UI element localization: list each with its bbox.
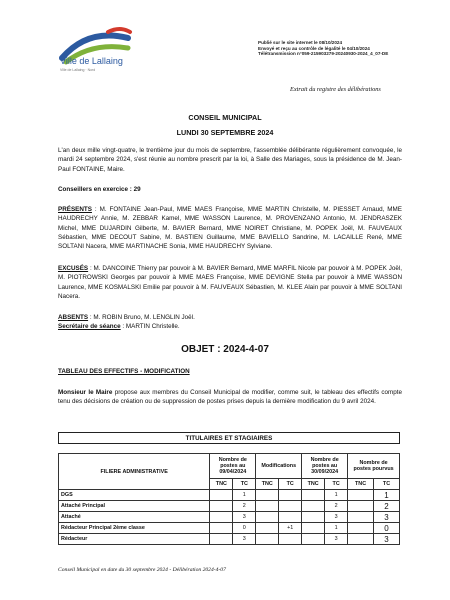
table-row <box>59 512 400 523</box>
cell-m-tnc <box>256 512 279 523</box>
cell-b-tc: 1 <box>325 490 348 501</box>
cell-m-tc <box>279 534 302 545</box>
conseil-title: CONSEIL MUNICIPAL <box>188 113 262 122</box>
cell-a-tnc <box>210 523 233 534</box>
extrait-registre: Extrait du registre des délibérations <box>290 86 381 93</box>
cell-b-tnc <box>302 512 325 523</box>
row-label: Attaché Principal <box>59 501 210 512</box>
body-lead: Monsieur le Maire <box>58 389 113 396</box>
cell-m-tc <box>279 501 302 512</box>
cell-p-tc: 3 <box>374 534 400 545</box>
th-tnc: TNC <box>210 479 233 490</box>
intro-paragraph: L'an deux mille vingt-quatre, le trentième jour du mois de septembre, l'assemblée délibérante régulièrement convoquée, le mardi 24 septembre 2024, s'est réunie au nombre prescrit par la loi, à Salle des Mariages, sous la présidence de M. Jean-Paul FONTAINE, Maire. <box>58 147 402 173</box>
conseillers-value: 29 <box>133 186 141 193</box>
absents-line <box>58 313 402 322</box>
presents-text: : M. FONTAINE Jean-Paul, MME MAES Françoise, MME MARTIN Christelle, M. PIESSET Arnaud, MME HAUDRECHY Annie, M. ZEBBAR Kamel, MME WASSON Laurence, M. PROVENZANO Antonio, M. JENDRASZEK Michel, MME DUJARDIN Gilberte, M. BAVIER Bernard, MME NOIRET Christiane, M. POPEK Joël, M. FAUVEAUX Sébastien, MME DECOUT Sabine, M. BASTIEN Guillaume, MME BAVIELLO Sandrine, M. LACAILLE René, MME SOLTANI Nacera, MME MARTINACHE Sonia, MME HAUDRECHY Sylviane. <box>58 206 402 251</box>
cell-b-tc: 2 <box>325 501 348 512</box>
table-row <box>59 523 400 534</box>
cell-p-tnc <box>348 512 374 523</box>
cell-p-tnc <box>348 501 374 512</box>
cell-b-tnc <box>302 523 325 534</box>
pub-line-2: Envoyé et reçu au contrôle de légalité le 04/10/2024 <box>258 45 370 51</box>
excuses-text: : M. DANCOINE Thierry par pouvoir à M. BAVIER Bernard, MME MARFIL Nicole par pouvoir à M. POPEK Joël, M. PIOTROWSKI Georges par pouvoir à MME MAES Françoise, MME DEVIGNE Stella par pouvoir à MME WASSON Laurence, MME KOSMALSKI Emilie par pouvoir à M. FAUVEAUX Sébastien, M. KLEE Alain par pouvoir à MME SOLTANI Nacera. <box>58 265 402 300</box>
effectifs-table <box>58 453 400 545</box>
pub-line-3: Télétransmission n°059-215903279-20240930-2024_4_07-DE <box>258 51 389 57</box>
cell-p-tnc <box>348 523 374 534</box>
table-row <box>59 490 400 501</box>
cell-m-tc <box>279 490 302 501</box>
cell-m-tc: +1 <box>279 523 302 534</box>
pub-line-1: Publié sur le site internet le 08/10/2024 <box>258 40 343 45</box>
th-tc: TC <box>233 479 256 490</box>
row-label: Attaché <box>59 512 210 523</box>
cell-b-tc: 3 <box>325 512 348 523</box>
col-pourvus: Nombre de postes pourvus <box>348 454 400 479</box>
cell-m-tc <box>279 512 302 523</box>
cell-b-tc: 1 <box>325 523 348 534</box>
cell-p-tnc <box>348 490 374 501</box>
presents-paragraph <box>58 205 402 251</box>
cell-b-tnc <box>302 490 325 501</box>
cell-a-tnc <box>210 512 233 523</box>
secretaire-text: : MARTIN Christelle. <box>120 323 180 330</box>
cell-p-tc: 0 <box>374 523 400 534</box>
cell-a-tnc <box>210 534 233 545</box>
cell-a-tc: 1 <box>233 490 256 501</box>
cell-a-tc: 3 <box>233 534 256 545</box>
footer-text: Conseil Municipal en date du 30 septembre 2024 - Délibération 2024-4-07 <box>58 567 226 573</box>
cell-a-tnc <box>210 490 233 501</box>
th-tc: TC <box>325 479 348 490</box>
cell-p-tc: 1 <box>374 490 400 501</box>
logo-subtitle: Ville de Lallaing · Nord <box>60 68 96 72</box>
objet-title: OBJET : 2024-4-07 <box>181 344 269 355</box>
cell-m-tnc <box>256 523 279 534</box>
cell-a-tc: 3 <box>233 512 256 523</box>
cell-a-tnc <box>210 501 233 512</box>
logo-text: Ville de Lallaing <box>60 56 123 66</box>
cell-b-tnc <box>302 534 325 545</box>
excuses-paragraph <box>58 264 402 301</box>
table-row <box>59 501 400 512</box>
th-tc: TC <box>279 479 302 490</box>
table-header-row-1 <box>59 454 400 479</box>
body-paragraph <box>58 388 402 407</box>
date-title: LUNDI 30 SEPTEMBRE 2024 <box>176 128 274 137</box>
row-label: Rédacteur Principal 2ème classe <box>59 523 210 534</box>
cell-m-tnc <box>256 534 279 545</box>
conseillers-label: Conseillers en exercice : <box>58 186 132 193</box>
cell-m-tnc <box>256 501 279 512</box>
col-filiere: FILIERE ADMINISTRATIVE <box>59 454 210 490</box>
col-modifications: Modifications <box>256 454 302 479</box>
presents-label: PRÉSENTS <box>58 206 92 213</box>
col-postes-3009: Nombre de postes au 30/09/2024 <box>302 454 348 479</box>
publication-info <box>258 40 388 57</box>
cell-b-tc: 3 <box>325 534 348 545</box>
table-row <box>59 534 400 545</box>
row-label: Rédacteur <box>59 534 210 545</box>
col-postes-0904: Nombre de postes au 09/04/2024 <box>210 454 256 479</box>
secretaire-label: Secrétaire de séance <box>58 323 121 330</box>
excuses-label: EXCUSÉS <box>58 265 89 272</box>
th-tnc: TNC <box>256 479 279 490</box>
cell-p-tc: 3 <box>374 512 400 523</box>
th-tc: TC <box>374 479 400 490</box>
absents-text: : M. ROBIN Bruno, M. LENGLIN Joël. <box>88 314 195 321</box>
secretaire-line <box>58 322 402 331</box>
row-label: DGS <box>59 490 210 501</box>
th-tnc: TNC <box>348 479 374 490</box>
section-title: TABLEAU DES EFFECTIFS - MODIFICATION <box>58 368 190 375</box>
th-tnc: TNC <box>302 479 325 490</box>
lallaing-logo <box>58 18 138 88</box>
cell-a-tc: 2 <box>233 501 256 512</box>
cell-p-tnc <box>348 534 374 545</box>
cell-b-tnc <box>302 501 325 512</box>
absents-label: ABSENTS <box>58 314 89 321</box>
body-text: propose aux membres du Conseil Municipal de modifier, comme suit, le tableau des effectifs compte tenu des décisions de création ou de suppression de postes prises depuis la dernière modification du 9 avril 2024. <box>58 389 402 406</box>
cell-m-tnc <box>256 490 279 501</box>
table-caption: TITULAIRES ET STAGIAIRES <box>58 432 400 444</box>
cell-p-tc: 2 <box>374 501 400 512</box>
conseillers-line <box>58 185 402 194</box>
cell-a-tc: 0 <box>233 523 256 534</box>
